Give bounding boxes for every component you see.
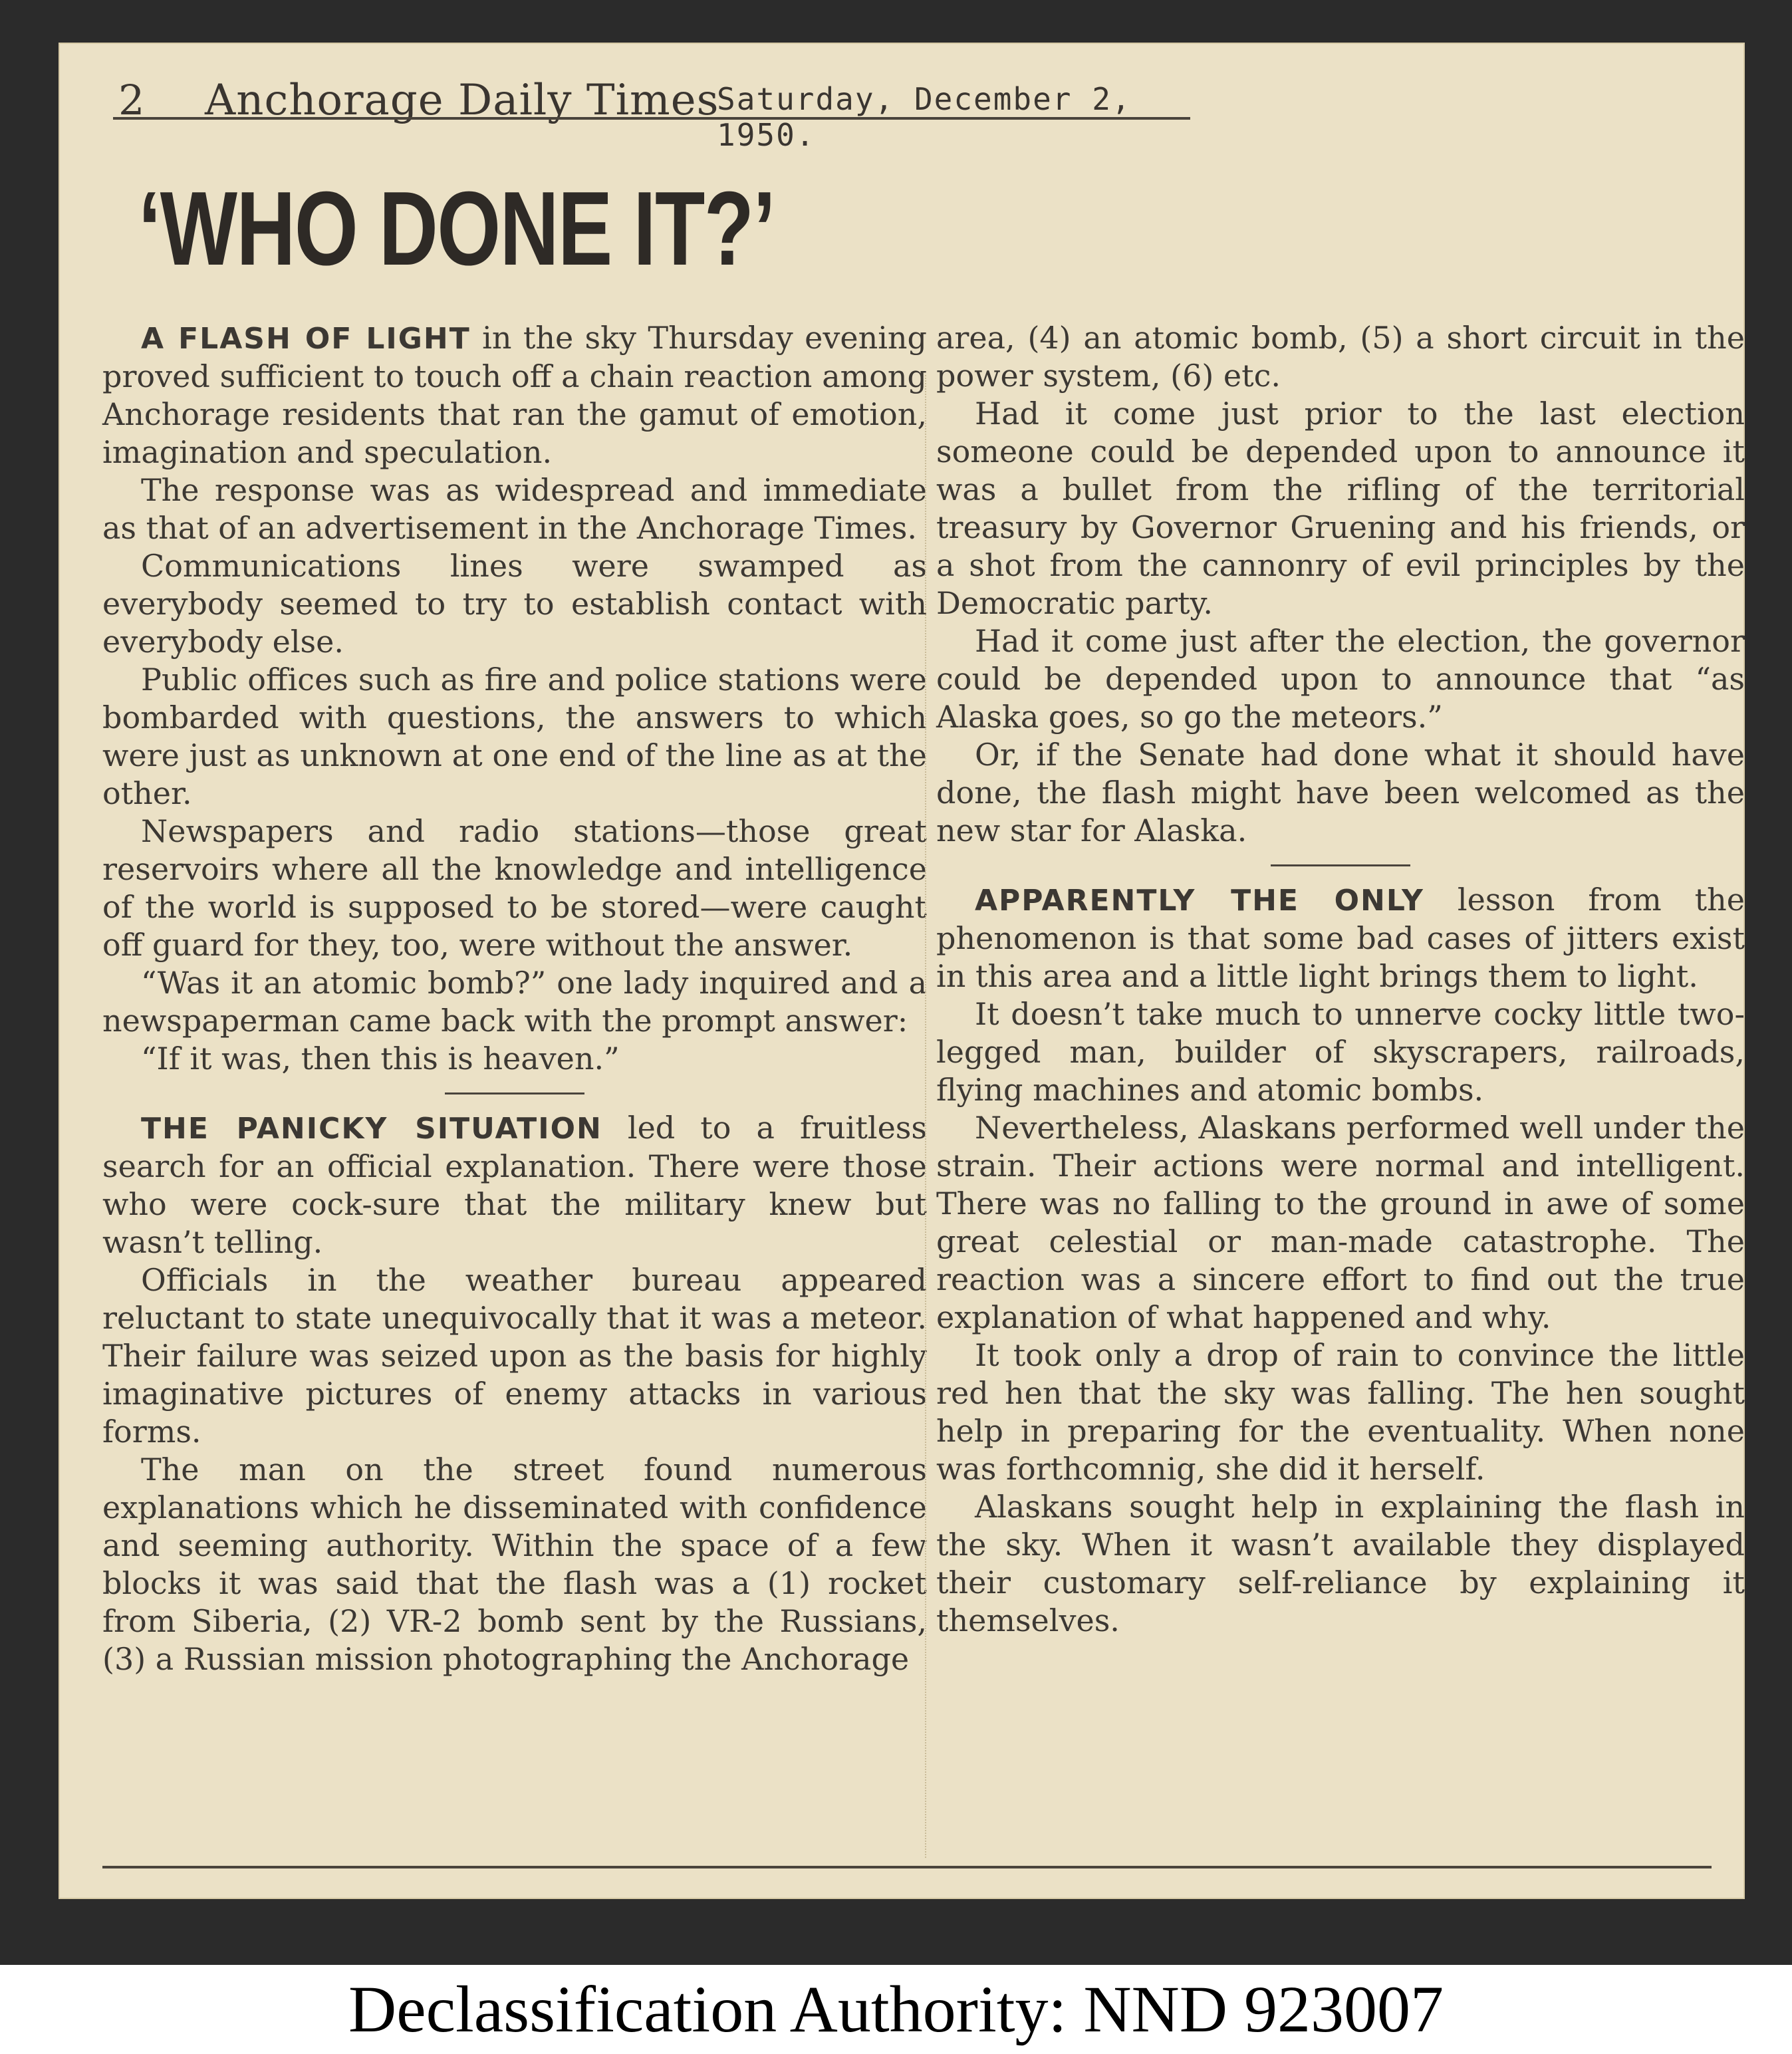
paragraph: Nevertheless, Alaskans performed well under the strain. Their actions were normal and intelligent. There was no falling to the ground in awe of some great celestial or man-made catastrophe. The reaction was a sincere effort to find out the true explanation of what happened and why. [936, 1110, 1745, 1335]
right-column [936, 319, 1745, 1640]
masthead [105, 69, 1249, 153]
lead-in: THE PANICKY SITUATION [141, 1112, 602, 1146]
paragraph: The man on the street found numerous explanations which he disseminated with confidence and seeming authority. Within the space of a few blocks it was said that the flash was a (1) rocket from Siberia, (2) VR-2 bomb sent by the Russians, (3) a Russian mission photographing the Anchorage [102, 1452, 927, 1677]
section-divider [445, 1092, 584, 1094]
paragraph: Officials in the weather bureau appeared reluctant to state unequivocally that it was a meteor. Their failure was seized upon as the basis for highly imaginative pictures of enemy attacks in various forms. [102, 1262, 927, 1450]
paragraph: “Was it an atomic bomb?” one lady inquired and a newspaperman came back with the prompt answer: [102, 965, 927, 1039]
paragraph: THE PANICKY SITUATION led to a fruitless search for an official explanation. There were those who were cock-sure that the military knew but wasn’t telling. [102, 1110, 928, 1260]
newspaper-name: Anchorage Daily Times [205, 76, 719, 125]
column-gutter [925, 375, 926, 1858]
paragraph: The response was as widespread and immediate as that of an advertisement in the Anchorage Times. [102, 472, 927, 546]
masthead-rule [113, 117, 1190, 120]
paragraph: “If it was, then this is heaven.” [141, 1041, 620, 1077]
left-column [102, 319, 927, 1678]
declassification-caption: Declassification Authority: NND 923007 [348, 1972, 1444, 2046]
section-divider [1271, 864, 1410, 866]
paragraph: It took only a drop of rain to convince the little red hen that the sky was falling. The hen sought help in preparing for the eventuality. When none was forthcomnig, she did it herself. [936, 1337, 1745, 1487]
lead-in: APPARENTLY THE ONLY [975, 884, 1424, 918]
paragraph: Alaskans sought help in explaining the flash in the sky. When it wasn’t available they displayed their customary self-reliance by explaining it themselves. [936, 1489, 1745, 1638]
paragraph: Public offices such as fire and police stations were bombarded with questions, the answers to which were just as unknown at one end of the line as at the other. [102, 662, 927, 811]
paragraph: It doesn’t take much to unnerve cocky little two-legged man, builder of skyscrapers, railroads, flying machines and atomic bombs. [936, 996, 1745, 1108]
paragraph: APPARENTLY THE ONLY lesson from the phenomenon is that some bad cases of jitters exist in this area and a little light brings them to light. [936, 882, 1745, 994]
bottom-rule [102, 1866, 1712, 1868]
paragraph: Newspapers and radio stations—those great reservoirs where all the knowledge and intelligence of the world is supposed to be stored—were caught off guard for they, too, were without the answer. [102, 813, 927, 963]
page-number: 2 [118, 76, 145, 124]
newspaper-clipping [59, 43, 1745, 1899]
paragraph: Or, if the Senate had done what it should have done, the flash might have been welcomed as the new star for Alaska. [936, 737, 1745, 848]
paragraph: area, (4) an atomic bomb, (5) a short circuit in the power system, (6) etc. [936, 320, 1745, 394]
paragraph: A FLASH OF LIGHT in the sky Thursday evening proved sufficient to touch off a chain reaction among Anchorage residents that ran the gamut of emotion, imagination and speculation. [102, 320, 927, 470]
article-headline: ‘WHO DONE IT?’ [138, 170, 775, 287]
paragraph: Communications lines were swamped as everybody seemed to try to establish contact with everybody else. [102, 548, 927, 660]
issue-date: Saturday, December 2, 1950. [717, 81, 1132, 153]
paragraph: Had it come just prior to the last election someone could be depended upon to announce it was a bullet from the rifling of the territorial treasury by Governor Gruening and his friends, or a shot from the cannonry of evil principles by the Democratic party. [936, 396, 1745, 621]
paragraph: Had it come just after the election, the governor could be depended upon to announce that “as Alaska goes, so go the meteors.” [936, 623, 1745, 735]
lead-in: A FLASH OF LIGHT [141, 322, 471, 356]
